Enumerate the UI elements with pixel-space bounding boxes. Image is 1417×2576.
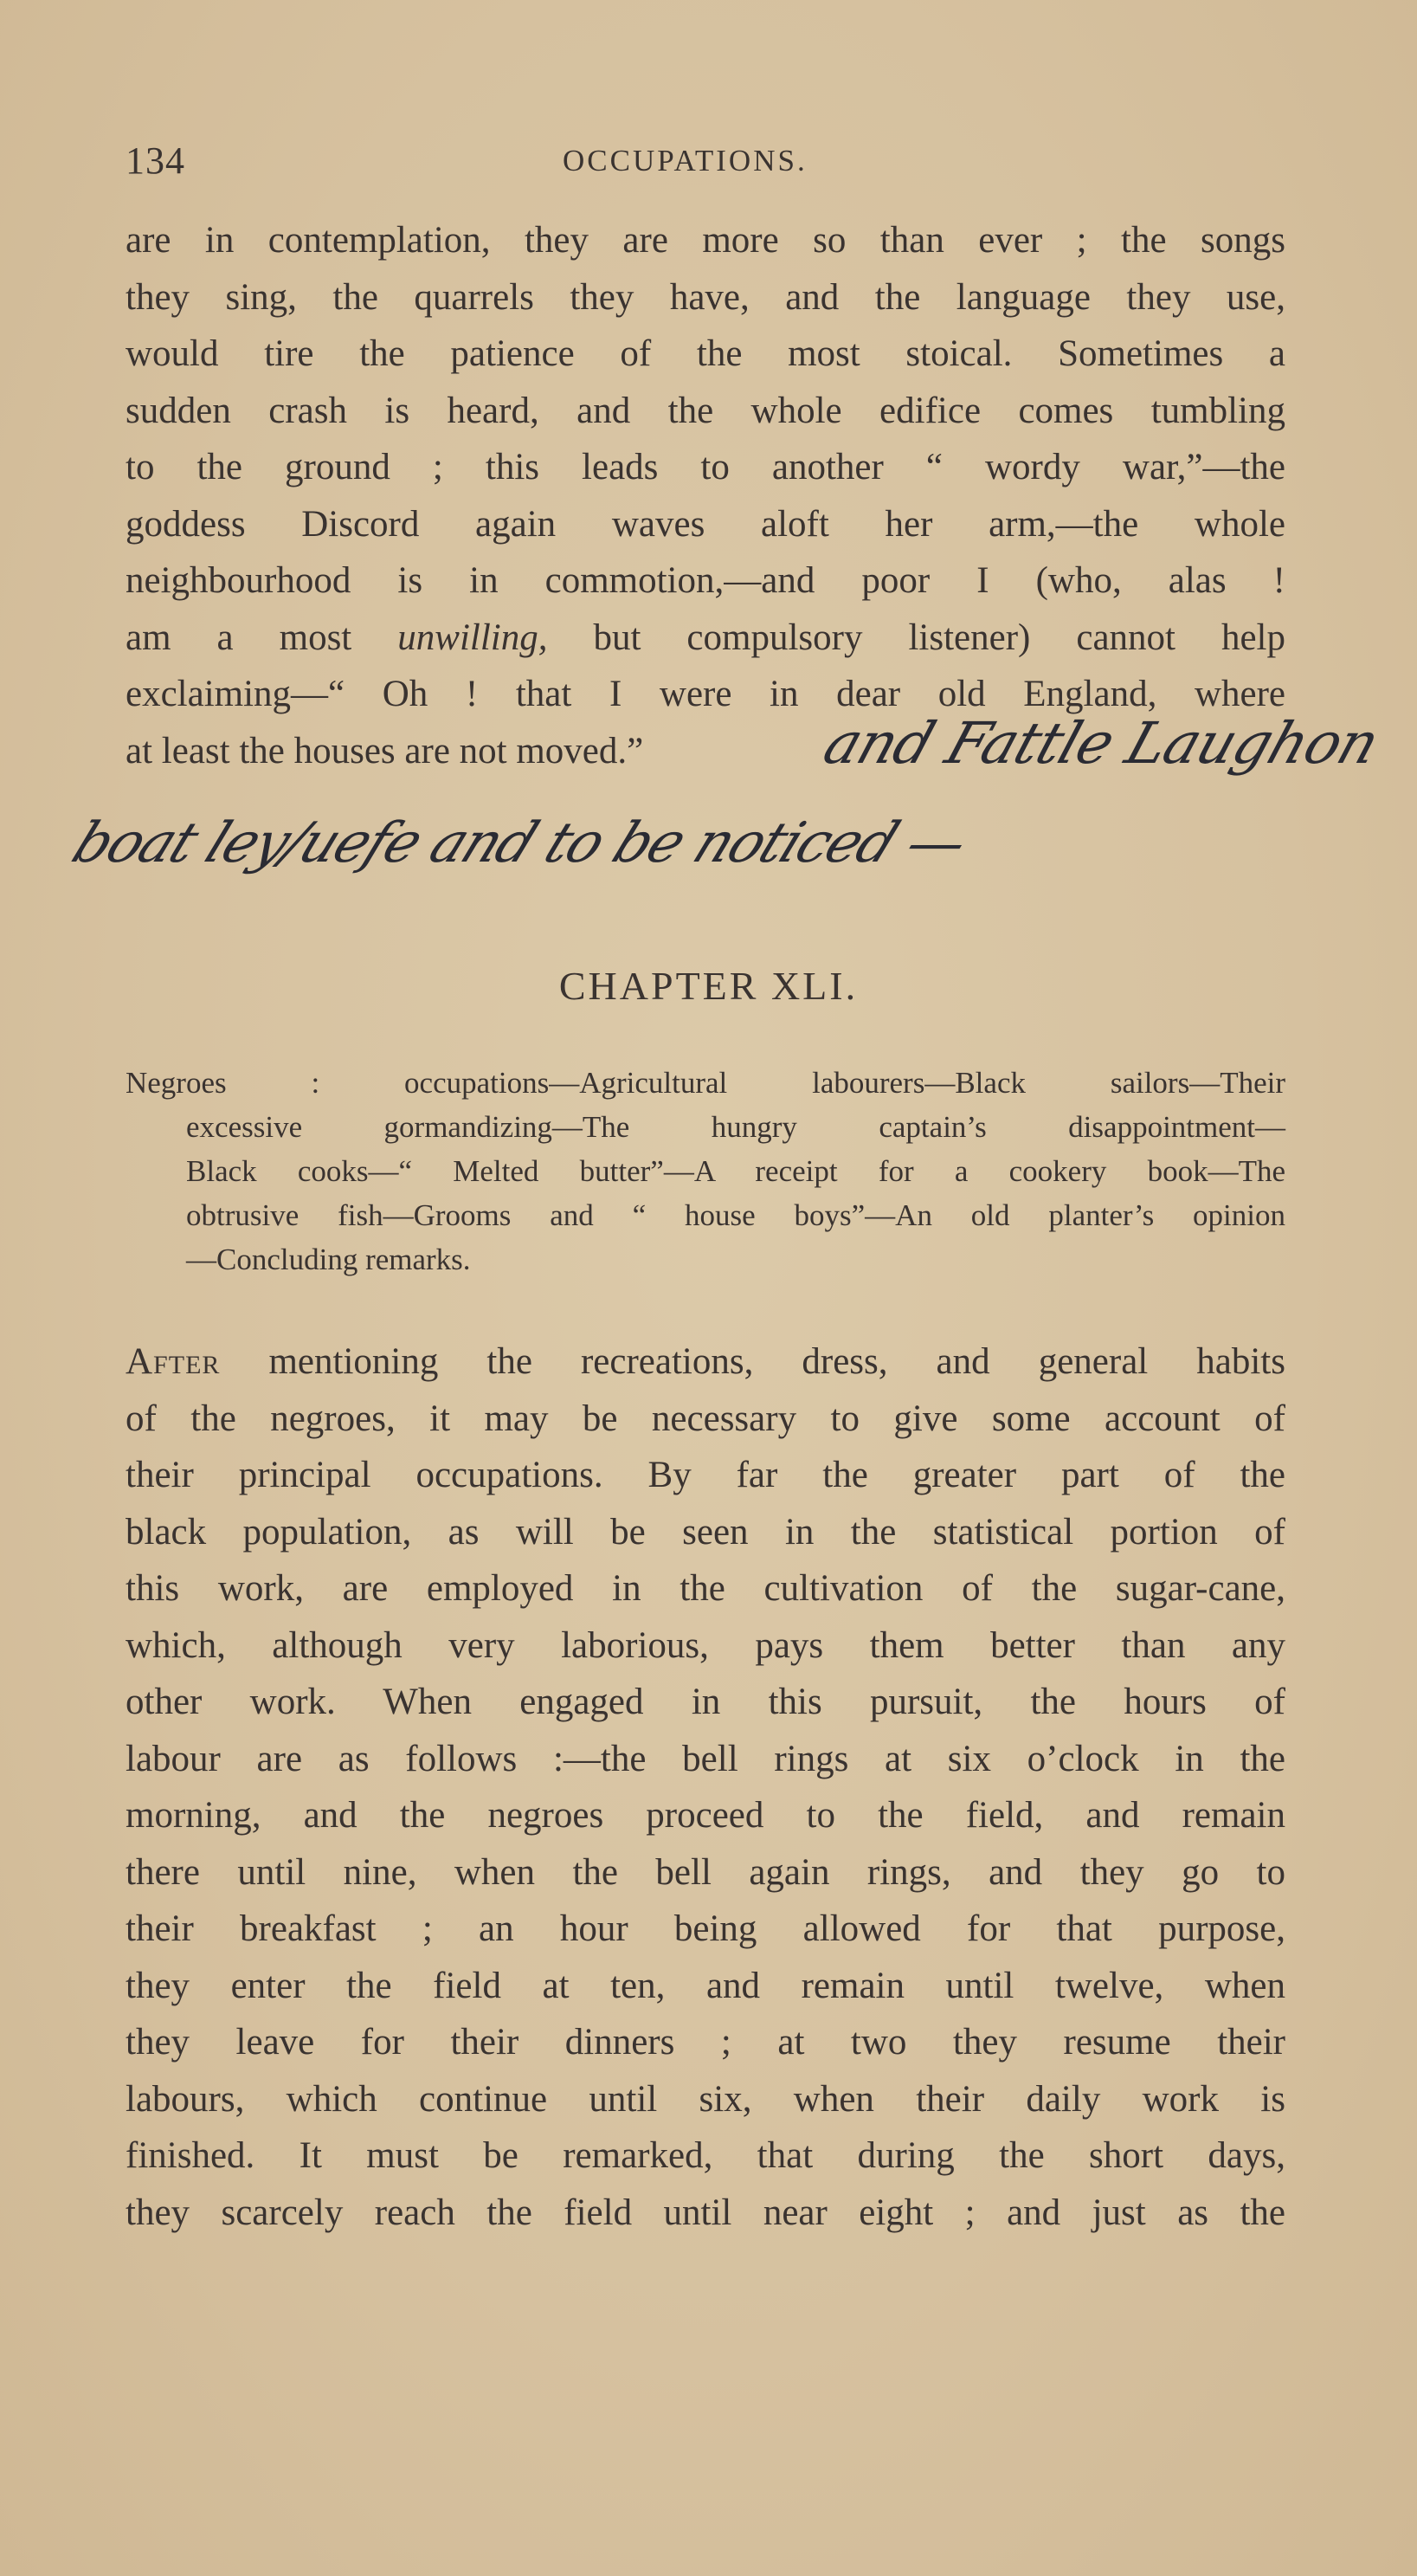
text-line: other work. When engaged in this pursuit, the hours of — [126, 1682, 1285, 1722]
text-line: they leave for their dinners ; at two they resume their — [126, 2022, 1285, 2063]
summary-line: excessive gormandizing—The hungry captain’s disappointment— — [186, 1110, 1285, 1144]
text-line: their principal occupations. By far the greater part of the — [126, 1455, 1285, 1495]
page-number: 134 — [126, 139, 185, 182]
text-line: at least the houses are not moved.” — [126, 730, 644, 772]
text-line-italic — [126, 610, 1285, 667]
text-fragment: am a most — [126, 617, 398, 658]
page-header — [126, 139, 1285, 190]
summary-line: Negroes : occupations—Agricultural labourers—Black sailors—Their — [126, 1066, 1285, 1100]
text-line: to the ground ; this leads to another “ wordy war,”—the — [126, 447, 1285, 487]
text-line: they scarcely reach the field until near eight ; and just as the — [126, 2192, 1285, 2233]
text-line: morning, and the negroes proceed to the field, and remain — [126, 1795, 1285, 1836]
text-line: of the negroes, it may be necessary to give some account of — [126, 1398, 1285, 1439]
text-line: are in contemplation, they are more so than ever ; the songs — [126, 220, 1285, 261]
text-line: labours, which continue until six, when their daily work is — [126, 2078, 1285, 2120]
text-fragment: mentioning the recreations, dress, and general habits — [220, 1341, 1285, 1382]
text-line: sudden crash is heard, and the whole edifice comes tumbling — [126, 390, 1285, 431]
summary-line: obtrusive fish—Grooms and “ house boys”—An old planter’s opinion — [186, 1198, 1285, 1232]
body-paragraph — [126, 1333, 1285, 2241]
italic-word: unwilling, — [397, 617, 548, 658]
text-line: goddess Discord again waves aloft her arm,—the whole — [126, 503, 1285, 545]
text-line: exclaiming—“ Oh ! that I were in dear old England, where — [126, 674, 1285, 714]
text-fragment: but compulsory listener) cannot help — [547, 617, 1286, 658]
text-line: this work, are employed in the cultivation of the sugar-cane, — [126, 1568, 1285, 1609]
summary-line: —Concluding remarks. — [186, 1243, 471, 1276]
text-line: they enter the field at ten, and remain until twelve, when — [126, 1965, 1285, 2006]
handwritten-annotation-line2: boat ley/uefe and to be noticed — — [63, 811, 976, 875]
handwritten-annotation-line1: and Fattle Laughon — [815, 710, 1388, 777]
text-line: their breakfast ; an hour being allowed for that purpose, — [126, 1908, 1285, 1949]
chapter-title: CHAPTER XLI. — [558, 964, 859, 1008]
text-line: there until nine, when the bell again rings, and they go to — [126, 1851, 1285, 1893]
text-line: neighbourhood is in commotion,—and poor I (who, alas ! — [126, 560, 1285, 601]
text-line: black population, as will be seen in the statistical portion of — [126, 1511, 1285, 1553]
first-line — [126, 1333, 1285, 1391]
continuation-paragraph — [126, 212, 1285, 779]
text-line: labour are as follows :—the bell rings at six o’clock in the — [126, 1738, 1285, 1779]
text-line: which, although very laborious, pays them better than any — [126, 1624, 1285, 1666]
drop-word: After — [126, 1341, 221, 1382]
running-head: OCCUPATIONS. — [563, 144, 808, 178]
summary-line: Black cooks—“ Melted butter”—A receipt for a cookery book—The — [186, 1154, 1285, 1188]
text-line: finished. It must be remarked, that during the short days, — [126, 2135, 1285, 2176]
text-line: they sing, the quarrels they have, and the language they use, — [126, 276, 1285, 318]
text-line: would tire the patience of the most stoical. Sometimes a — [126, 333, 1285, 374]
chapter-summary — [126, 1061, 1285, 1282]
